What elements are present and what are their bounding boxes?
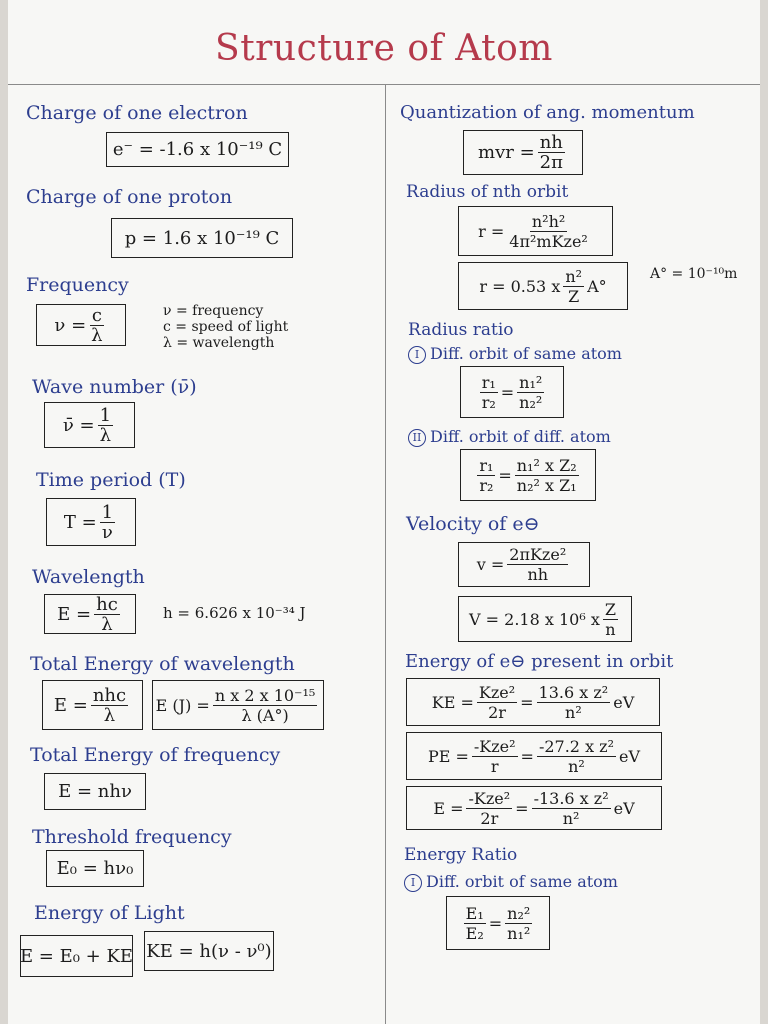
heading-proton-charge: Charge of one proton	[26, 186, 233, 208]
numerator: n²	[565, 266, 583, 286]
unit-ev: eV	[613, 692, 635, 712]
numerator: Z	[604, 599, 616, 619]
denominator: r	[490, 756, 499, 776]
numerator: -13.6 x z²	[533, 788, 609, 808]
heading-threshold-frequency: Threshold frequency	[32, 826, 232, 848]
case-label: Diff. orbit of same atom	[426, 872, 618, 891]
formula-lhs: ν̄ =	[62, 414, 95, 436]
denominator: λ (A°)	[241, 705, 289, 725]
formula-lhs: E =	[53, 694, 88, 716]
case-diff-atom	[408, 427, 611, 447]
formula-electron-charge: e⁻ = -1.6 x 10⁻¹⁹ C	[106, 132, 289, 167]
denominator: 2r	[488, 702, 506, 722]
numerator: Kze²	[478, 682, 516, 702]
denominator: n²	[565, 702, 582, 722]
note-frequency: ν = frequency	[163, 303, 264, 319]
heading-frequency: Frequency	[26, 274, 129, 296]
unit-ev: eV	[619, 746, 641, 766]
heading-energy-of-light: Energy of Light	[34, 902, 185, 924]
heading-radius-nth-orbit: Radius of nth orbit	[406, 182, 569, 202]
denominator: n	[605, 619, 616, 639]
numerator: -Kze²	[468, 788, 511, 808]
case-label: Diff. orbit of diff. atom	[430, 427, 611, 446]
planck-constant-note: h = 6.626 x 10⁻³⁴ J	[163, 604, 306, 622]
heading-energy-in-orbit: Energy of e⊖ present in orbit	[405, 651, 674, 672]
equals-sign: =	[500, 382, 515, 402]
case-same-atom	[408, 344, 622, 364]
unit-angstrom: A°	[587, 276, 607, 296]
formula-energy-ratio	[446, 896, 550, 950]
heading-wavelength: Wavelength	[32, 566, 145, 588]
denominator: λ	[103, 704, 116, 726]
denominator: nh	[527, 565, 549, 584]
equals-sign: =	[498, 465, 512, 485]
formula-lhs: T =	[63, 511, 97, 533]
numerator: c	[91, 304, 102, 326]
formula-proton-charge: p = 1.6 x 10⁻¹⁹ C	[111, 218, 293, 258]
angstrom-note: A° = 10⁻¹⁰m	[650, 266, 738, 282]
formula-time-period	[46, 498, 136, 546]
numerator: n₁² x Z₂	[516, 455, 577, 475]
equals-sign: =	[520, 692, 534, 712]
formula-lhs: v =	[476, 555, 505, 574]
formula-velocity	[458, 542, 590, 587]
frequency-notes	[163, 303, 288, 351]
denominator: n²	[562, 808, 580, 828]
numerator: E₁	[465, 903, 484, 923]
formula-wavelength	[44, 594, 136, 634]
numerator: r₁	[479, 455, 494, 475]
numerator: -27.2 x z²	[538, 736, 615, 756]
heading-energy-ratio: Energy Ratio	[404, 845, 518, 865]
notes-page	[8, 0, 760, 1024]
formula-threshold: E₀ = hν₀	[46, 850, 144, 887]
formula-energy-nhv: E = nhν	[44, 773, 146, 810]
denominator: n²	[568, 756, 585, 776]
formula-energy-nhc	[42, 680, 143, 730]
formula-radius-ratio-diff	[460, 449, 596, 501]
formula-frequency	[36, 304, 126, 346]
denominator: n₁²	[507, 923, 531, 943]
denominator: E₂	[465, 923, 484, 943]
numerator: 1	[101, 501, 114, 523]
numerator: -Kze²	[473, 736, 516, 756]
formula-kinetic-energy: KE = h(ν - ν⁰)	[144, 931, 274, 971]
formula-lhs: r = 0.53 x	[479, 276, 561, 296]
denominator: 4π²mKze²	[509, 231, 588, 251]
roman-two-icon: II	[408, 429, 426, 447]
formula-lhs: PE =	[427, 746, 469, 766]
numerator: n²h²	[531, 211, 566, 231]
heading-angular-momentum: Quantization of ang. momentum	[400, 102, 695, 123]
formula-lhs: ν =	[54, 314, 87, 336]
heading-wave-number: Wave number (ν̄)	[32, 376, 197, 398]
formula-radius-ratio-same	[460, 366, 564, 418]
numerator: 13.6 x z²	[538, 682, 609, 702]
formula-kinetic-energy-orbit	[406, 678, 660, 726]
numerator: n x 2 x 10⁻¹⁵	[214, 685, 316, 705]
heading-velocity: Velocity of e⊖	[406, 513, 540, 535]
denominator: λ	[91, 324, 103, 346]
numerator: nhc	[92, 684, 127, 706]
case-energy-same-atom	[404, 872, 618, 892]
formula-lhs: E (J) =	[155, 695, 210, 715]
formula-lhs: V = 2.18 x 10⁶ x	[469, 609, 600, 629]
numerator: hc	[96, 593, 118, 615]
note-speed-of-light: c = speed of light	[163, 319, 289, 335]
equals-sign: =	[488, 913, 503, 933]
numerator: nh	[539, 132, 563, 153]
denominator: r₂	[481, 392, 496, 412]
roman-one-icon: I	[408, 346, 426, 364]
heading-total-energy-wavelength: Total Energy of wavelength	[30, 653, 295, 675]
denominator: 2r	[480, 808, 499, 828]
formula-lhs: r =	[478, 221, 505, 241]
note-wavelength: λ = wavelength	[163, 335, 275, 351]
heading-radius-ratio: Radius ratio	[408, 320, 514, 340]
formula-potential-energy-orbit	[406, 732, 662, 780]
unit-ev: eV	[613, 798, 635, 818]
equals-sign: =	[515, 798, 529, 818]
denominator: n₂²	[519, 392, 543, 412]
formula-energy-light: E = E₀ + KE	[20, 935, 133, 977]
denominator: ν	[101, 521, 113, 543]
heading-time-period: Time period (T)	[36, 469, 186, 491]
formula-lhs: E =	[433, 798, 464, 818]
denominator: λ	[101, 613, 113, 635]
column-divider	[385, 84, 386, 1024]
denominator: λ	[99, 424, 112, 446]
formula-radius	[458, 206, 613, 256]
denominator: Z	[568, 286, 580, 306]
heading-total-energy-frequency: Total Energy of frequency	[30, 744, 281, 766]
roman-one-icon: I	[404, 874, 422, 892]
page-title: Structure of Atom	[215, 28, 553, 69]
numerator: n₂²	[507, 903, 531, 923]
formula-total-energy-orbit	[406, 786, 662, 830]
formula-lhs: E =	[57, 603, 92, 625]
header-divider	[8, 84, 760, 85]
denominator: n₂² x Z₁	[516, 475, 577, 495]
formula-lhs: mvr =	[478, 142, 535, 163]
formula-energy-joule	[152, 680, 324, 730]
formula-velocity-numeric	[458, 596, 632, 642]
heading-electron-charge: Charge of one electron	[26, 102, 248, 124]
formula-angular-momentum	[463, 130, 583, 175]
formula-lhs: KE =	[431, 692, 474, 712]
denominator: 2π	[539, 152, 563, 173]
numerator: n₁²	[519, 372, 543, 392]
numerator: 1	[99, 404, 112, 426]
numerator: 2πKze²	[509, 545, 567, 564]
case-label: Diff. orbit of same atom	[430, 344, 622, 363]
formula-radius-numeric	[458, 262, 628, 310]
equals-sign: =	[520, 746, 534, 766]
denominator: r₂	[479, 475, 494, 495]
numerator: r₁	[481, 372, 496, 392]
formula-wave-number	[44, 402, 135, 448]
